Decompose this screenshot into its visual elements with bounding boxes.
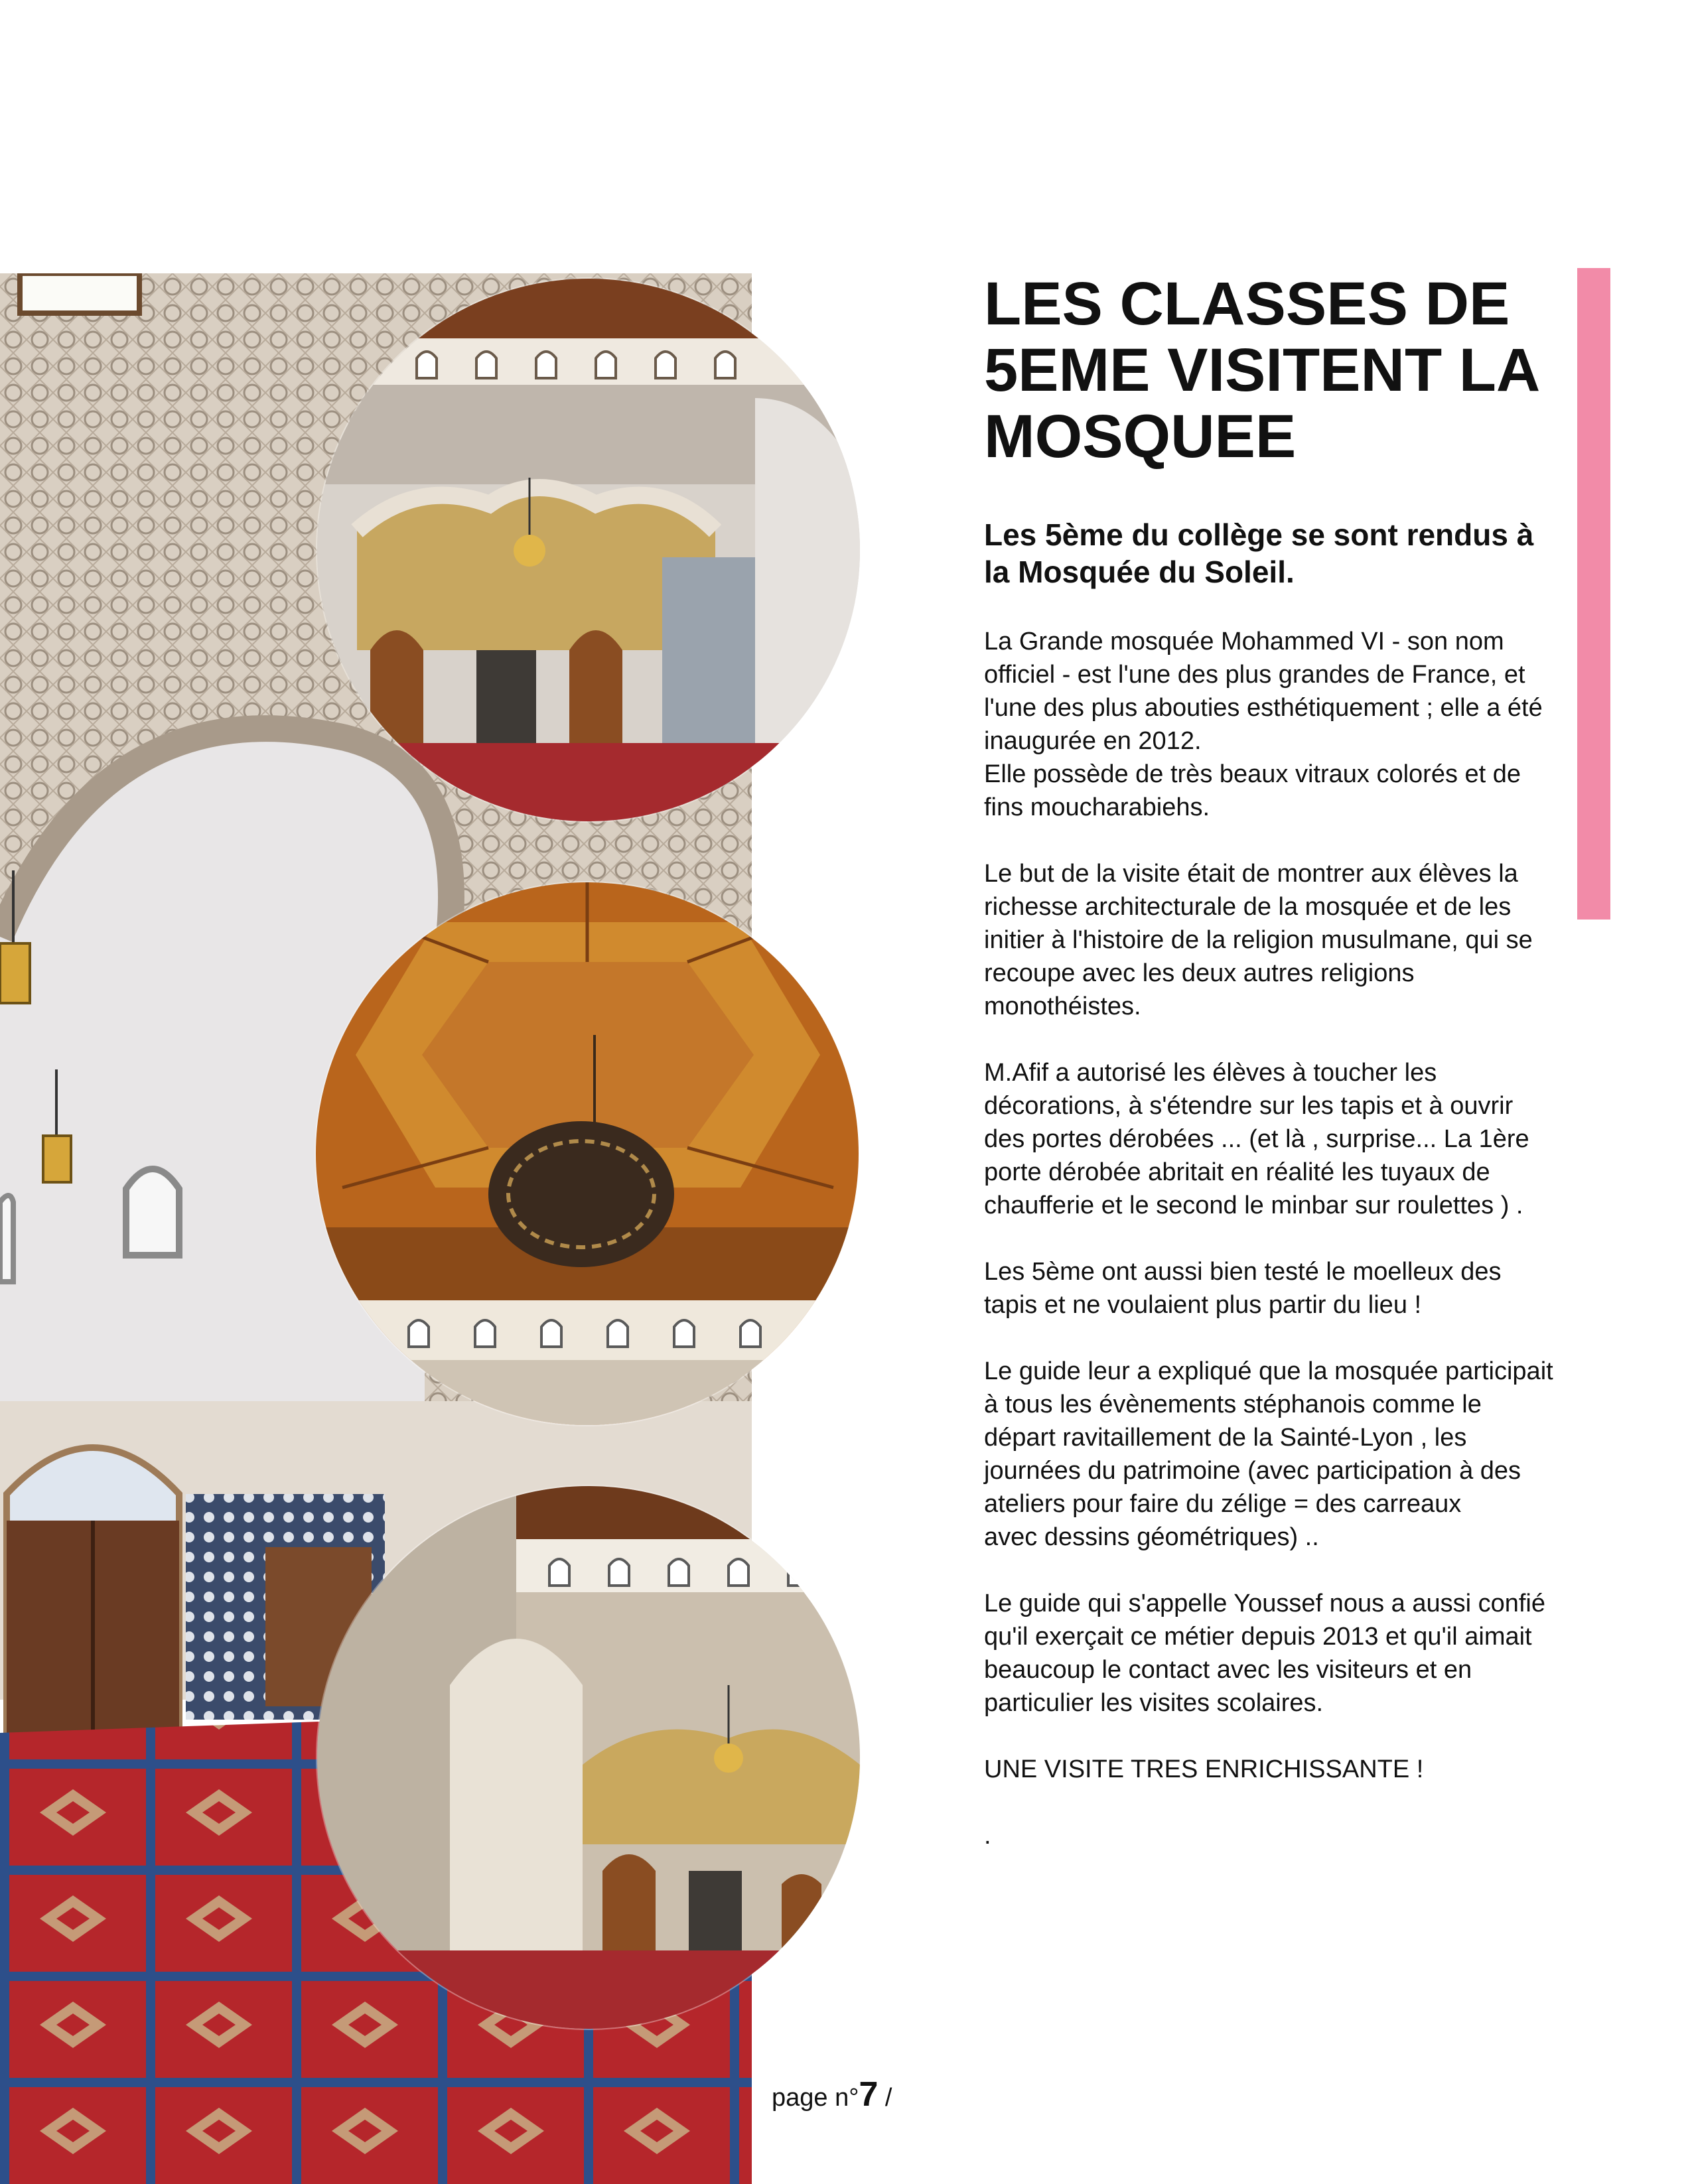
accent-bar [1577, 268, 1610, 920]
paragraph: UNE VISITE TRES ENRICHISSANTE ! [984, 1755, 1424, 1783]
paragraph: Le but de la visite était de montrer aux élèves la richesse architecturale de la mosquée et de les initier à l'histoire de la religion musulmane, qui se recoupe avec les deux autres religions monothéistes. [984, 860, 1533, 1020]
paragraph: La Grande mosquée Mohammed VI - son nom officiel - est l'une des plus grandes de France, et l'une des plus abouties esthétiquement ; elle a été inaugurée en 2012. Elle possède de très beaux vitraux colorés et de fins moucharabiehs. [984, 628, 1543, 821]
page-number [772, 2075, 892, 2114]
paragraph: Les 5ème ont aussi bien testé le moelleux des tapis et ne voulaient plus partir du lieu ! [984, 1258, 1502, 1319]
article [984, 271, 1555, 1885]
article-body [984, 625, 1555, 1852]
page-suffix: / [878, 2084, 892, 2112]
mihrab-wall-photo [317, 1486, 860, 2029]
article-subtitle: Les 5ème du collège se sont rendus à la Mosquée du Soleil. [984, 517, 1534, 589]
paragraph: . [984, 1822, 991, 1850]
mosque-arches-photo [317, 279, 860, 821]
article-title: LES CLASSES DE 5EME VISITENT LA MOSQUEE [984, 270, 1538, 470]
paragraph: Le guide qui s'appelle Youssef nous a aussi confié qu'il exerçait ce métier depuis 2013 et qu'il aimait beaucoup le contact avec les visiteurs et en particulier les visites scolaires. [984, 1590, 1546, 1717]
paragraph: M.Afif a autorisé les élèves à toucher les décorations, à s'étendre sur les tapis et à ouvrir des portes dérobées ... (et là , surprise... La 1ère porte dérobée abritait en réalité les tuyaux de chaufferie et le second le minbar sur roulettes ) . [984, 1059, 1529, 1219]
wooden-dome-chandelier-photo [316, 882, 859, 1425]
page-label: page n° [772, 2084, 859, 2112]
paragraph: Le guide leur a expliqué que la mosquée participait à tous les évènements stéphanois comme le départ ravitaillement de la Sainté-Lyon , les journées du patrimoine (avec participation à des ateliers pour faire du zélige = des carreaux avec dessins géométriques) .. [984, 1357, 1553, 1551]
page-number-value: 7 [859, 2075, 879, 2114]
